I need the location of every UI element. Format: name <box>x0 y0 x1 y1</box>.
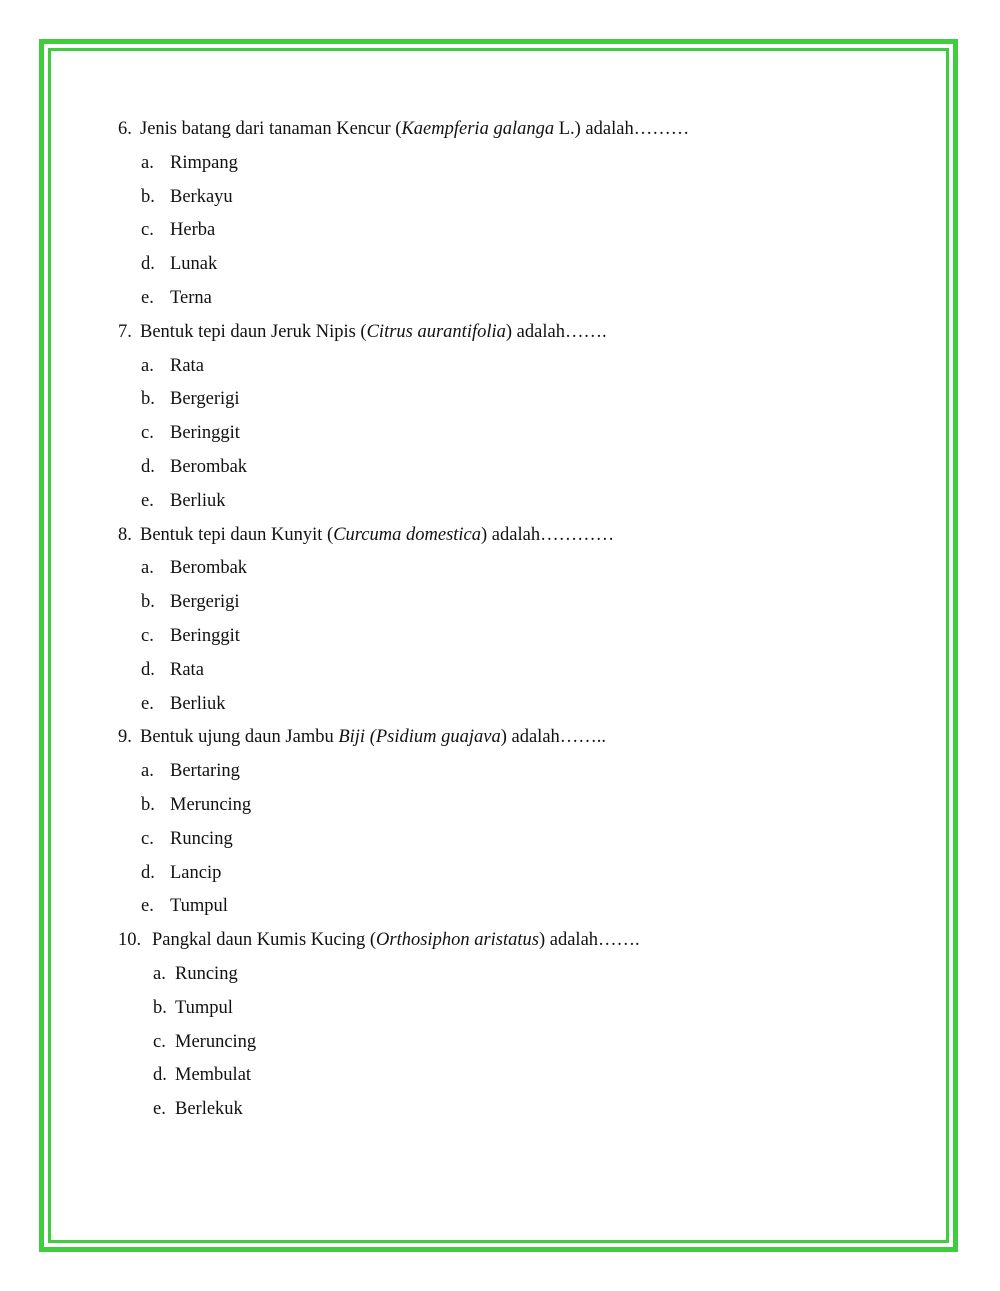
option-text: Herba <box>170 220 216 241</box>
option-letter: e. <box>141 490 154 511</box>
option-text: Terna <box>170 287 212 308</box>
question-text-post: L.) adalah……… <box>554 119 690 139</box>
question-10 <box>118 924 918 958</box>
question-text-post: ) adalah……. <box>538 930 640 951</box>
option-text: Bergerigi <box>170 592 240 613</box>
question-8 <box>118 519 918 553</box>
option-letter: d. <box>141 862 155 883</box>
question-number: 9. <box>118 727 132 748</box>
option-9b <box>118 789 918 823</box>
option-7a <box>118 350 918 384</box>
option-letter: c. <box>141 423 154 444</box>
question-text-pre: Bentuk ujung daun Jambu <box>140 727 339 748</box>
option-text: Beringgit <box>170 423 240 444</box>
option-9c <box>118 823 918 857</box>
option-letter: e. <box>141 896 154 917</box>
option-letter: a. <box>141 355 154 376</box>
option-letter: c. <box>153 1031 166 1052</box>
option-8b <box>118 586 918 620</box>
option-10b <box>118 992 918 1026</box>
option-9a <box>118 755 918 789</box>
option-text: Rimpang <box>170 152 238 173</box>
question-7 <box>118 316 918 350</box>
option-letter: e. <box>153 1099 166 1120</box>
question-text-post: ) adalah………… <box>481 524 615 545</box>
option-7e <box>118 485 918 519</box>
question-number: 6. <box>118 119 132 139</box>
option-7b <box>118 383 918 417</box>
option-text: Berliuk <box>170 490 226 511</box>
option-letter: a. <box>141 558 154 579</box>
question-scientific-name: Kaempferia galanga <box>401 119 555 139</box>
option-text: Rata <box>170 355 204 376</box>
option-letter: b. <box>141 592 155 613</box>
option-text: Berkayu <box>170 186 233 207</box>
option-letter: c. <box>141 220 154 241</box>
option-text: Membulat <box>175 1065 252 1086</box>
option-letter: b. <box>141 186 155 207</box>
question-text-post: ) adalah…….. <box>500 727 607 748</box>
option-letter: e. <box>141 693 154 714</box>
option-10e <box>118 1093 918 1127</box>
question-scientific-name: Curcuma domestica <box>333 524 482 545</box>
option-text: Lunak <box>170 254 218 275</box>
option-letter: c. <box>141 625 154 646</box>
option-text: Runcing <box>175 963 238 984</box>
option-text: Berliuk <box>170 693 226 714</box>
question-number: 8. <box>118 524 132 545</box>
question-number: 10. <box>118 930 142 951</box>
option-7c <box>118 417 918 451</box>
quiz-content <box>118 113 918 1127</box>
option-letter: b. <box>141 794 155 815</box>
option-letter: a. <box>141 761 154 782</box>
option-letter: b. <box>141 389 155 410</box>
question-text-pre: Pangkal daun Kumis Kucing ( <box>152 930 377 951</box>
option-8a <box>118 552 918 586</box>
question-scientific-name: Citrus aurantifolia <box>366 321 506 342</box>
option-text: Berombak <box>170 558 248 579</box>
option-8c <box>118 620 918 654</box>
option-letter: b. <box>153 997 167 1018</box>
question-number: 7. <box>118 321 132 342</box>
option-text: Tumpul <box>175 997 233 1018</box>
option-text: Lancip <box>170 862 222 883</box>
option-text: Meruncing <box>175 1031 257 1052</box>
option-6c <box>118 214 918 248</box>
option-letter: e. <box>141 287 154 308</box>
option-10a <box>118 958 918 992</box>
question-text-pre: Jenis batang dari tanaman Kencur ( <box>140 119 402 139</box>
option-6b <box>118 181 918 215</box>
option-10d <box>118 1059 918 1093</box>
question-9 <box>118 721 918 755</box>
option-text: Berombak <box>170 456 248 477</box>
option-6d <box>118 248 918 282</box>
question-text-post: ) adalah……. <box>505 321 607 342</box>
option-text: Tumpul <box>170 896 228 917</box>
option-letter: a. <box>141 152 154 173</box>
option-text: Berlekuk <box>175 1099 243 1120</box>
option-letter: d. <box>153 1065 167 1086</box>
option-8d <box>118 654 918 688</box>
question-scientific-name: Biji (Psidium guajava <box>338 727 501 748</box>
option-text: Bertaring <box>170 761 240 782</box>
option-text: Meruncing <box>170 794 252 815</box>
option-text: Rata <box>170 659 204 680</box>
option-6a <box>118 147 918 181</box>
question-text-pre: Bentuk tepi daun Jeruk Nipis ( <box>140 321 367 342</box>
question-6 <box>118 113 918 147</box>
option-8e <box>118 688 918 722</box>
option-letter: d. <box>141 456 155 477</box>
question-text-pre: Bentuk tepi daun Kunyit ( <box>140 524 334 545</box>
option-text: Bergerigi <box>170 389 240 410</box>
question-scientific-name: Orthosiphon aristatus <box>376 930 539 951</box>
option-letter: a. <box>153 963 166 984</box>
option-text: Runcing <box>170 828 233 849</box>
option-7d <box>118 451 918 485</box>
option-letter: c. <box>141 828 154 849</box>
option-9d <box>118 857 918 891</box>
option-letter: d. <box>141 659 155 680</box>
option-letter: d. <box>141 254 155 275</box>
option-6e <box>118 282 918 316</box>
option-text: Beringgit <box>170 625 240 646</box>
option-9e <box>118 890 918 924</box>
option-10c <box>118 1026 918 1060</box>
